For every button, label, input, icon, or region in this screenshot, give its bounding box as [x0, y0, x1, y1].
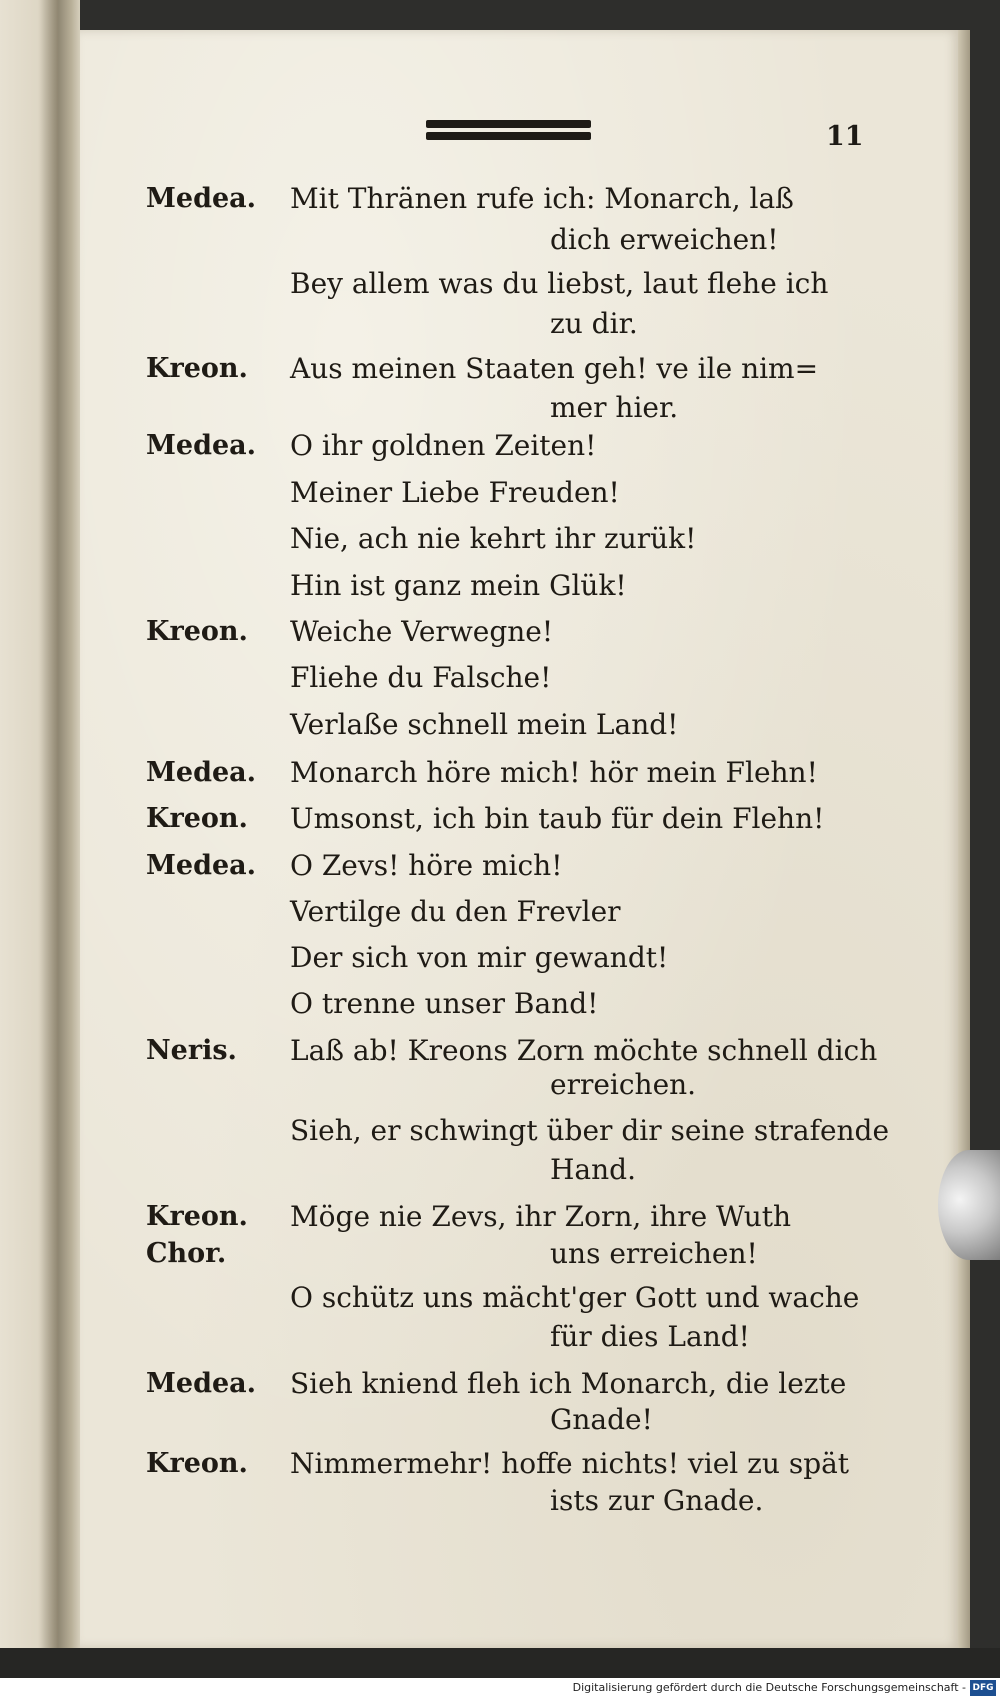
verse-line: Der sich von mir gewandt!: [290, 941, 669, 974]
verse-line-continuation: Gnade!: [550, 1403, 653, 1436]
verse-line: Hin ist ganz mein Glük!: [290, 569, 627, 602]
speaker-label: Medea.: [146, 430, 257, 461]
verse-line: Möge nie Zevs, ihr Zorn, ihre Wuth: [290, 1200, 792, 1233]
header-ornament: [426, 120, 591, 142]
speaker-label: Kreon.: [146, 616, 248, 647]
dfg-logo: DFG: [970, 1680, 996, 1696]
verse-line: Laß ab! Kreons Zorn möchte schnell dich: [290, 1034, 878, 1067]
speaker-label: Kreon.: [146, 1448, 248, 1479]
footer-credit: Digitalisierung gefördert durch die Deutsche Forschungsgemeinschaft -: [572, 1681, 966, 1694]
speaker-label: Medea.: [146, 1368, 257, 1399]
verse-line: Vertilge du den Frevler: [290, 895, 621, 928]
speaker-label: Kreon.: [146, 803, 248, 834]
page-edge: [958, 30, 970, 1648]
verse-line: Bey allem was du liebst, laut flehe ich: [290, 267, 829, 300]
verse-line-continuation: mer hier.: [550, 391, 679, 424]
verse-line-continuation: ists zur Gnade.: [550, 1484, 764, 1517]
book-gutter: [58, 0, 80, 1648]
verse-line: Fliehe du Falsche!: [290, 661, 552, 694]
verse-line-continuation: erreichen.: [550, 1068, 697, 1101]
verse-line-continuation: Hand.: [550, 1153, 636, 1186]
speaker-label: Kreon.: [146, 1201, 248, 1232]
verse-line: Umsonst, ich bin taub für dein Flehn!: [290, 802, 825, 835]
verse-line: Mit Thränen rufe ich: Monarch, laß: [290, 182, 794, 215]
verse-line: Sieh, er schwingt über dir seine strafende: [290, 1114, 890, 1147]
verse-line-continuation: dich erweichen!: [550, 223, 779, 256]
verse-line: O trenne unser Band!: [290, 987, 599, 1020]
verse-line: Meiner Liebe Freuden!: [290, 476, 620, 509]
speaker-label: Neris.: [146, 1035, 237, 1066]
left-page-edge: [0, 0, 58, 1648]
page-clip: [938, 1150, 1000, 1260]
footer-bar: [0, 1678, 1000, 1700]
verse-line: Aus meinen Staaten geh! ve ile nim=: [290, 352, 819, 385]
speaker-label: Medea.: [146, 850, 257, 881]
speaker-label: Chor.: [146, 1238, 227, 1269]
speaker-label: Medea.: [146, 183, 257, 214]
verse-line-continuation: uns erreichen!: [550, 1237, 758, 1270]
page-number: 11: [826, 121, 864, 152]
speaker-label: Medea.: [146, 757, 257, 788]
verse-line: Monarch höre mich! hör mein Flehn!: [290, 756, 818, 789]
verse-line: O Zevs! höre mich!: [290, 849, 563, 882]
verse-line: O ihr goldnen Zeiten!: [290, 429, 597, 462]
verse-line: O schütz uns mächt'ger Gott und wache: [290, 1281, 860, 1314]
speaker-label: Kreon.: [146, 353, 248, 384]
verse-line-continuation: zu dir.: [550, 307, 638, 340]
verse-line: Verlaße schnell mein Land!: [290, 708, 679, 741]
verse-line: Nimmermehr! hoffe nichts! viel zu spät: [290, 1447, 850, 1480]
verse-line: Sieh kniend fleh ich Monarch, die lezte: [290, 1367, 847, 1400]
verse-line: Weiche Verwegne!: [290, 615, 554, 648]
verse-line: Nie, ach nie kehrt ihr zurük!: [290, 522, 697, 555]
verse-line-continuation: für dies Land!: [550, 1320, 750, 1353]
